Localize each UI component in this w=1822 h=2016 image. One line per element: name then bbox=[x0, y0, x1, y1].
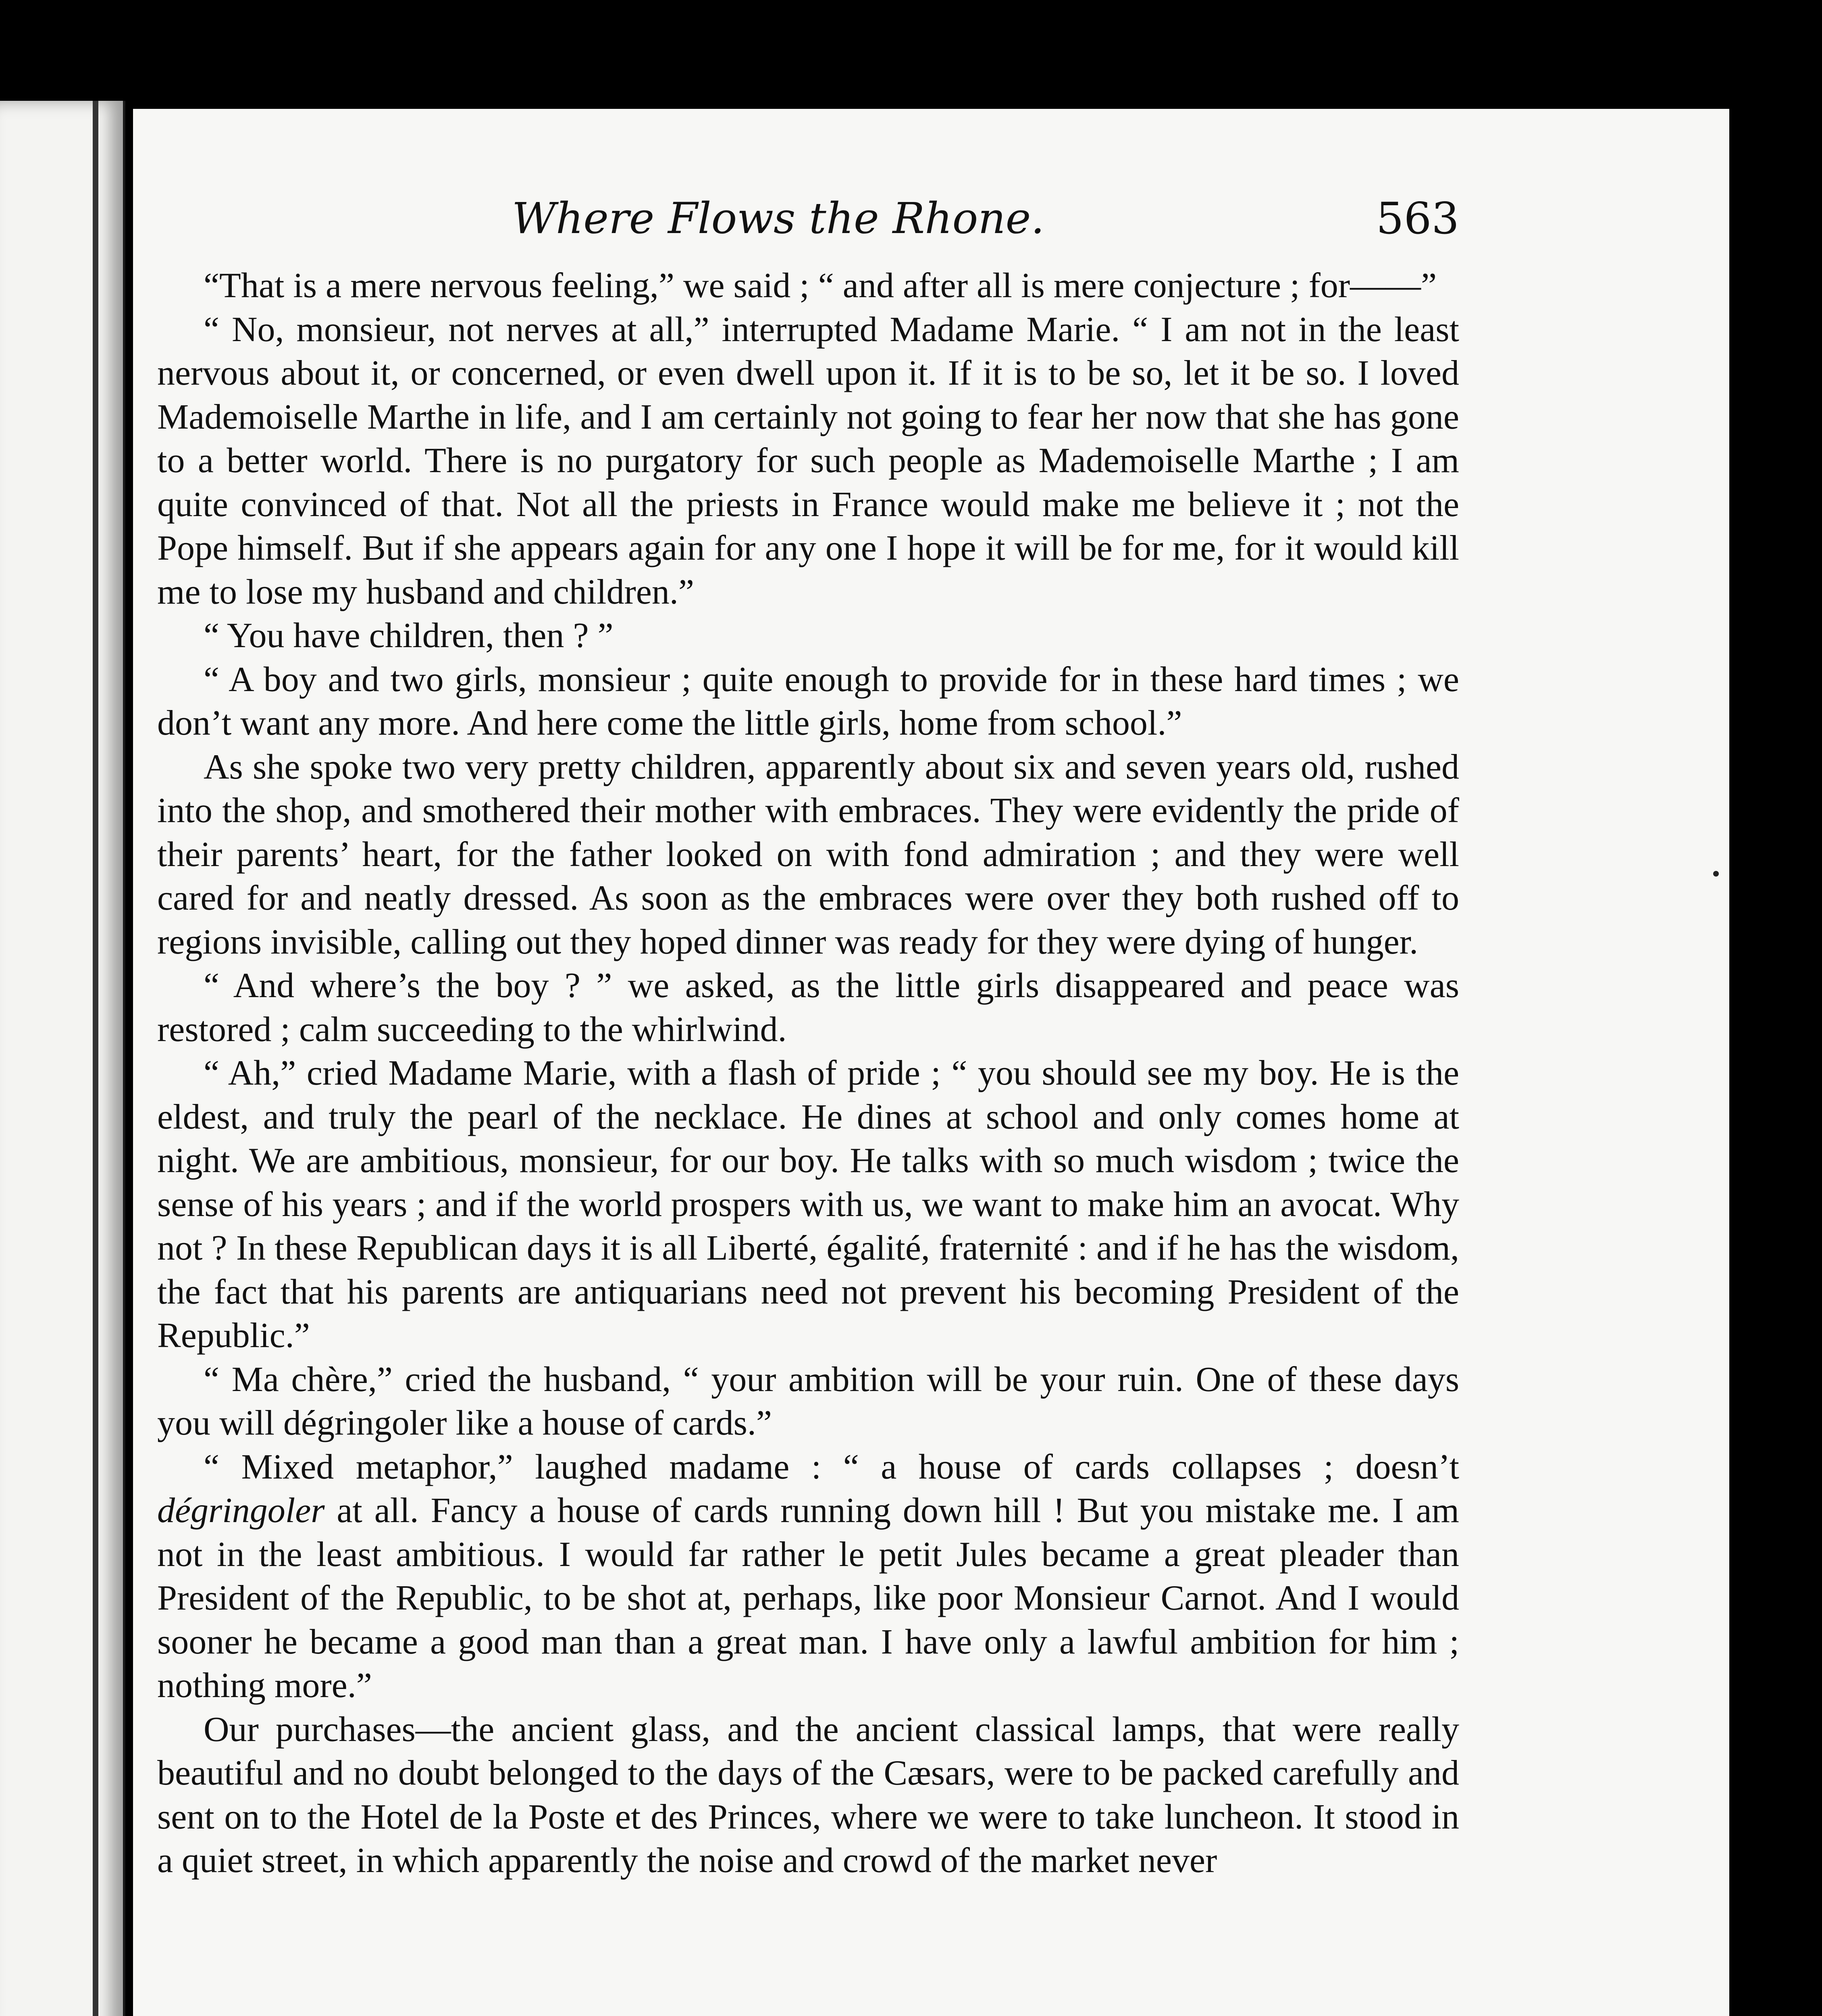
paragraph-text: at all. Fancy a house of cards running down hill ! But you mistake me. I am not in the least ambitious. I would far rather le petit Jules became a great pleader than President of the Republic, to be shot at, perhaps, like poor Monsieur Carnot. And I would sooner he became a good man than a great man. I have only a lawful ambition for him ; nothing more.” bbox=[157, 1491, 1459, 1705]
body-text bbox=[157, 264, 1459, 1883]
book-gutter bbox=[93, 101, 98, 2016]
paragraph bbox=[157, 1445, 1459, 1708]
paragraph: “ Ah,” cried Madame Marie, with a flash of pride ; “ you should see my boy. He is the eldest, and truly the pearl of the necklace. He dines at school and only comes home at night. We are ambitious, monsieur, for our boy. He talks with so much wisdom ; twice the sense of his years ; and if the world prospers with us, we want to make him an avocat. Why not ? In these Republican days it is all Liberté, égalité, fraternité : and if he has the wisdom, the fact that his parents are antiquarians need not prevent his becoming President of the Republic.” bbox=[157, 1054, 1459, 1355]
paragraph: “That is a mere nervous feeling,” we said ; “ and after all is mere conjecture ; for——” bbox=[204, 266, 1437, 305]
running-head bbox=[157, 194, 1459, 254]
paragraph: “ A boy and two girls, monsieur ; quite enough to provide for in these hard times ; we don’t want any more. And here come the little girls, home from school.” bbox=[157, 660, 1459, 743]
previous-page-edge bbox=[0, 101, 125, 2016]
paragraph-text: “ Mixed metaphor,” laughed madame : “ a house of cards collapses ; doesn’t bbox=[204, 1447, 1459, 1487]
paragraph: “ No, monsieur, not nerves at all,” interrupted Madame Marie. “ I am not in the least nervous about it, or concerned, or even dwell upon it. If it is to be so, let it be so. I loved Mademoiselle Marthe in life, and I am certainly not going to fear her now that she has gone to a better world. There is no purgatory for such people as Mademoiselle Marthe ; I am quite convinced of that. Not all the priests in France would make me believe it ; not the Pope himself. But if she appears again for any one I hope it will be for me, for it would kill me to lose my husband and children.” bbox=[157, 310, 1459, 612]
paragraph: “ You have children, then ? ” bbox=[204, 616, 614, 655]
page-speck bbox=[1713, 871, 1719, 877]
page-number: 563 bbox=[1376, 194, 1459, 244]
paragraph: As she spoke two very pretty children, apparently about six and seven years old, rushed into the shop, and smothered their mother with embraces. They were evidently the pride of their parents’ heart, for the father looked on with fond admiration ; and they were well cared for and neatly dressed. As soon as the embraces were over they both rushed off to regions invisible, calling out they hoped dinner was ready for they were dying of hunger. bbox=[157, 747, 1459, 962]
running-title: Where Flows the Rhone. bbox=[512, 194, 1045, 243]
paragraph: “ And where’s the boy ? ” we asked, as the little girls disappeared and peace was restored ; calm succeeding to the whirlwind. bbox=[157, 966, 1459, 1049]
italic-word: dégringoler bbox=[157, 1491, 325, 1530]
paragraph: Our purchases—the ancient glass, and the ancient classical lamps, that were really beautiful and no doubt belonged to the days of the Cæsars, were to be packed carefully and sent on to the Hotel de la Poste et des Princes, where we were to take luncheon. It stood in a quiet street, in which apparently the noise and crowd of the market never bbox=[157, 1710, 1459, 1880]
paragraph: “ Ma chère,” cried the husband, “ your ambition will be your ruin. One of these days you will dégringoler like a house of cards.” bbox=[157, 1360, 1459, 1443]
